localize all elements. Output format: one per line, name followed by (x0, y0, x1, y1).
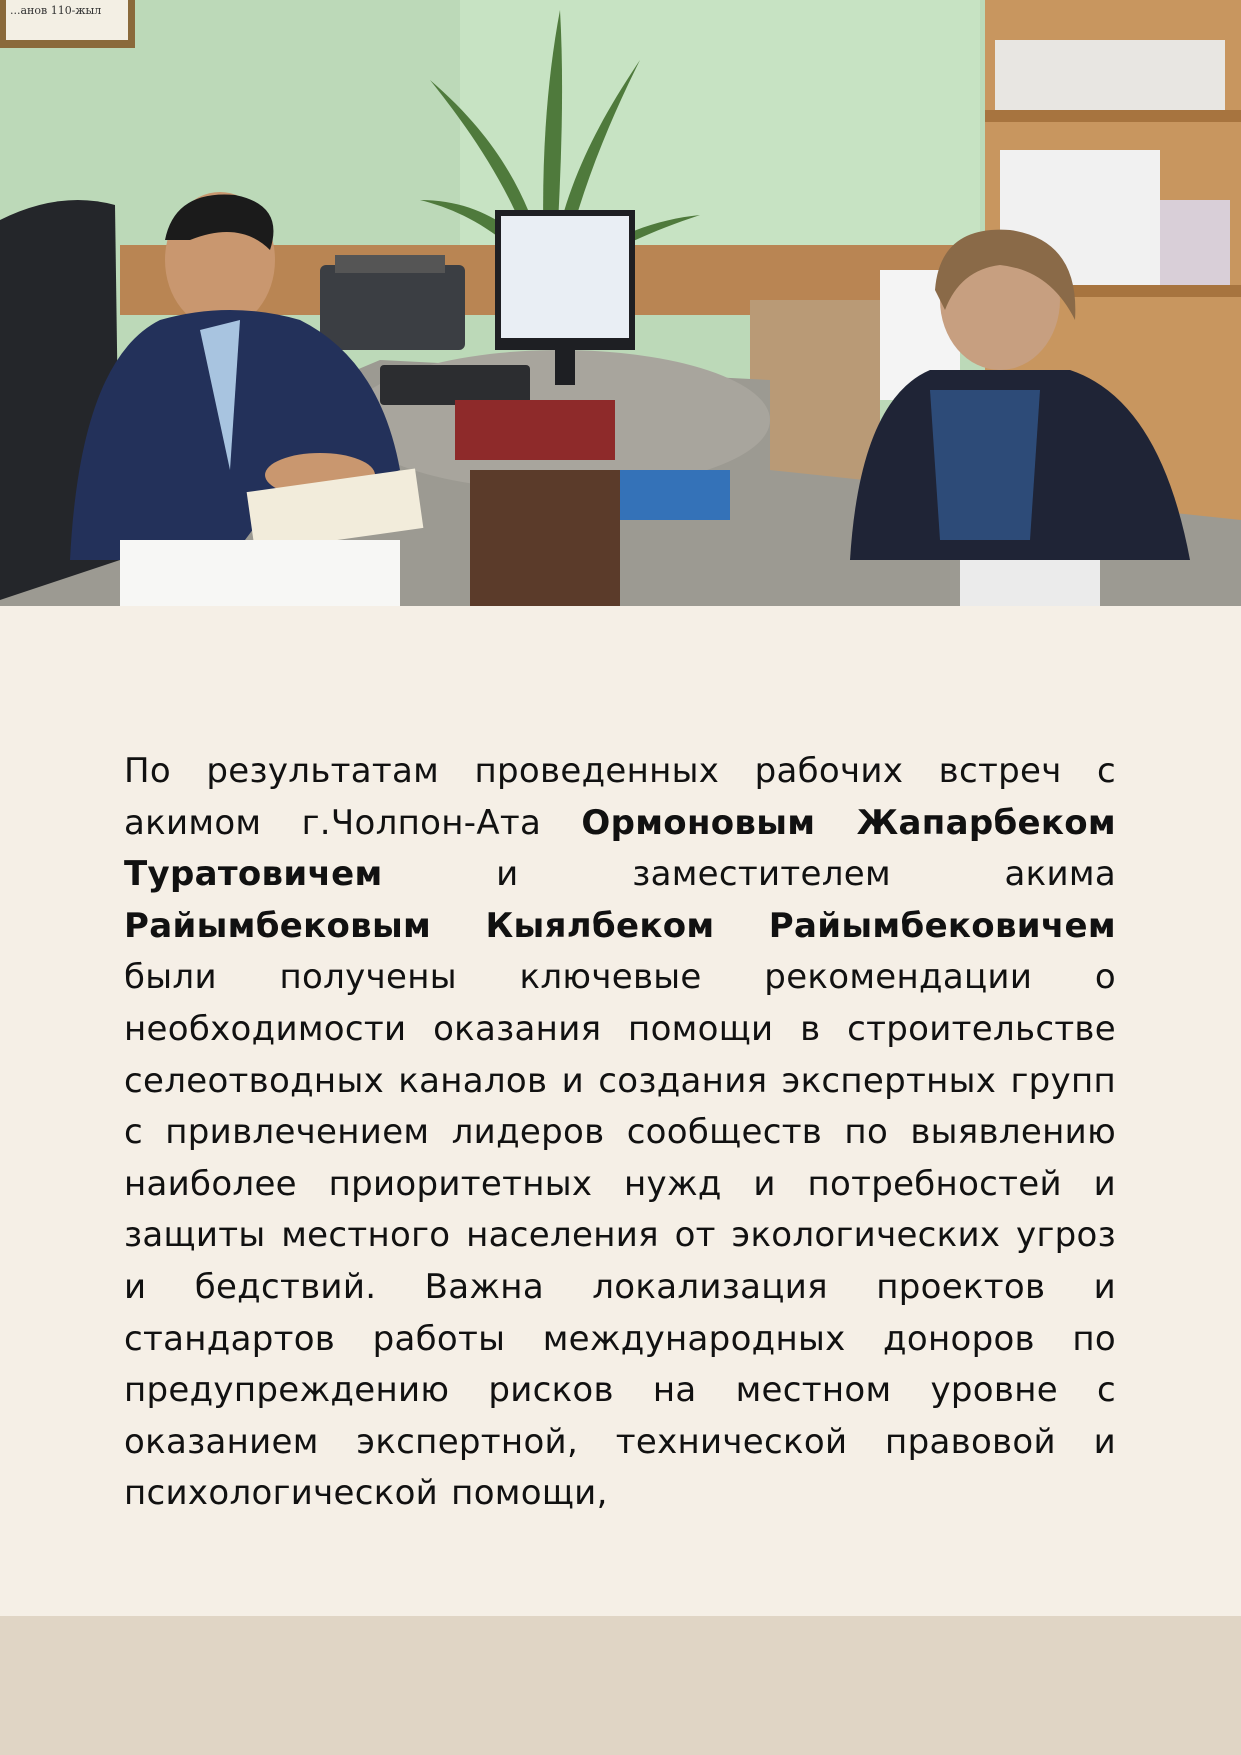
footer-band (0, 1616, 1241, 1755)
aksim-name: Ормоновым Жапарбеком Туратовичем (124, 802, 1116, 895)
wall-frame (0, 0, 135, 48)
frame-caption: ...анов 110-жыл (10, 4, 102, 17)
deputy-name: Райымбековым Кыялбеком Райымбековичем (124, 905, 1116, 946)
paragraph-text-part2: и заместителем акима (382, 854, 1116, 895)
paragraph-text-part1: По результатам проведенных рабочих встреч с акимом г.Чолпон-Ата (124, 751, 1116, 843)
body-paragraph (124, 746, 1116, 1520)
meeting-photo (0, 0, 1241, 606)
meeting-photo-illustration (0, 0, 1241, 606)
paragraph-text-part3: были получены ключевые рекомендации о необходимости оказания помощи в строительстве селеотводных каналов и создания экспертных групп с привлечением лидеров сообществ по выявлению наиболее приоритетных нужд и потребностей и защиты местного населения от экологических угроз и бедствий. Важна локализация проектов и стандартов работы международных доноров по предупреждению рисков на местном уровне с оказанием экспертной, технической правовой и психологической помощи, (124, 957, 1116, 1514)
